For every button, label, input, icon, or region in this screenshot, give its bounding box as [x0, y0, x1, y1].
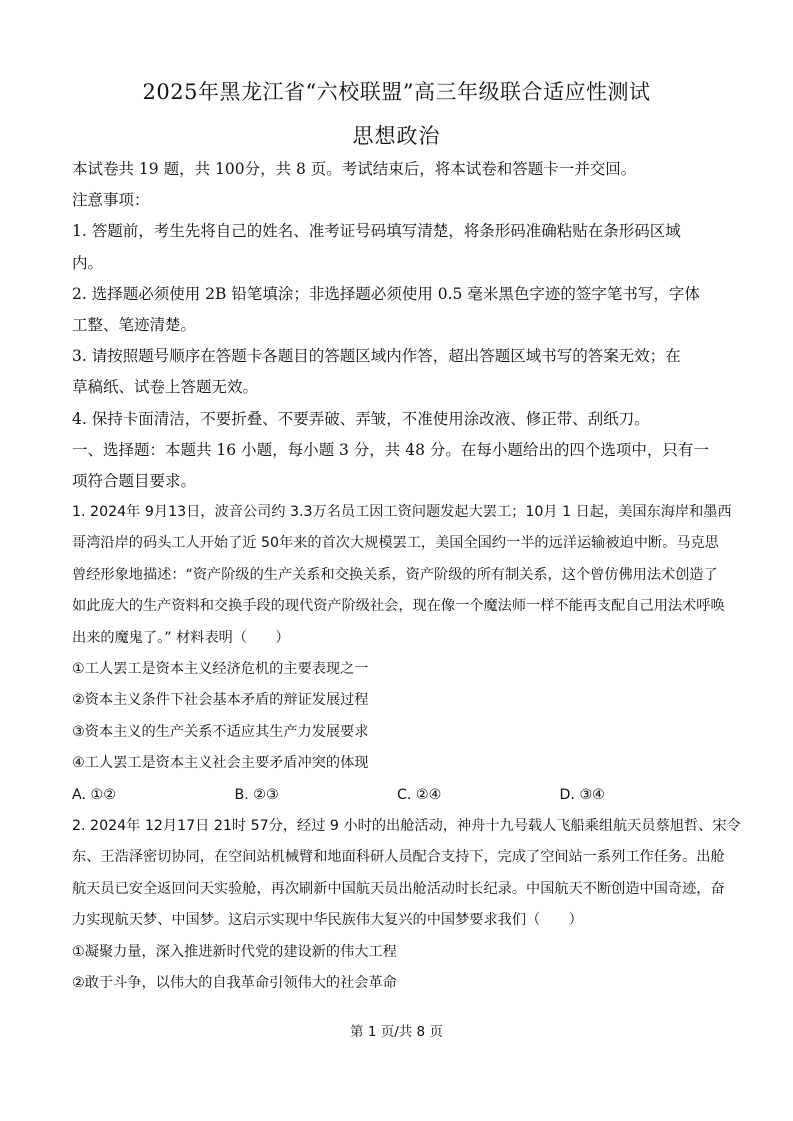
- choice-a: A. ①②: [72, 786, 116, 803]
- intro-line: 草稿纸、试卷上答题无效。: [72, 378, 259, 397]
- intro-line: 2. 选择题必须使用 2B 铅笔填涂；非选择题必须使用 0.5 毫米黑色字迹的签字笔书写，字体: [72, 284, 700, 303]
- question-stem-line: 2. 2024年 12月17日 21时 57分，经过 9 小时的出舱活动，神舟十九号载人飞船乘组航天员蔡旭哲、宋令: [72, 817, 741, 834]
- question-stem-line: 航天员已安全返回问天实验舱，再次刷新中国航天员出舱活动时长纪录。中国航天不断创造中国奇迹，奋: [72, 880, 725, 897]
- question-stem-line: 东、王浩泽密切协同，在空间站机械臂和地面科研人员配合支持下，完成了空间站一系列工作任务。出舱: [72, 849, 725, 866]
- statement-option: ③资本主义的生产关系不适应其生产力发展要求: [72, 723, 369, 740]
- section-heading: 项符合题目要求。: [72, 471, 197, 490]
- section-heading: 一、选择题：本题共 16 小题，每小题 3 分，共 48 分。在每小题给出的四个选项中，只有一: [72, 440, 709, 459]
- question-stem-line: 如此庞大的生产资料和交换手段的现代资产阶级社会，现在像一个魔法师一样不能再支配自己用法术呼唤: [72, 598, 725, 615]
- intro-line: 注意事项：: [72, 191, 150, 210]
- subject-title: 思想政治: [352, 124, 441, 148]
- question-stem-line: 出来的魔鬼了。” 材料表明（ ）: [72, 629, 290, 646]
- instructions: [72, 154, 722, 497]
- statement-option: ①凝聚力量，深入推进新时代党的建设新的伟大工程: [72, 943, 397, 960]
- statement-option: ④工人罢工是资本主义社会主要矛盾冲突的体现: [72, 755, 369, 772]
- question-2: [72, 811, 741, 999]
- question-stem-line: 1. 2024年 9月13日，波音公司约 3.3万名员工因工资问题发起大罢工；10月 1 日起，美国东海岸和墨西: [72, 504, 732, 521]
- statement-option: ②资本主义条件下社会基本矛盾的辩证发展过程: [72, 692, 369, 709]
- question-stem-line: 哥湾沿岸的码头工人开始了近 50年来的首次大规模罢工，美国全国约一半的远洋运输被迫中断。马克思: [72, 535, 719, 552]
- answer-choices: [72, 780, 722, 811]
- intro-line: 3. 请按照题号顺序在答题卡各题目的答题区域内作答，超出答题区域书写的答案无效；在: [72, 347, 681, 366]
- choice-c: C. ②④: [397, 786, 442, 803]
- statement-option: ②敢于斗争，以伟大的自我革命引领伟大的社会革命: [72, 974, 397, 991]
- question-1: [72, 497, 732, 811]
- choice-b: B. ②③: [234, 786, 279, 803]
- question-stem-line: 曾经形象地描述：“资产阶级的生产关系和交换关系，资产阶级的所有制关系，这个曾仿佛用法术创造了: [72, 566, 718, 583]
- exam-body: [72, 154, 741, 999]
- statement-option: ①工人罢工是资本主义经济危机的主要表现之一: [72, 661, 369, 678]
- intro-line: 1. 答题前，考生先将自己的姓名、准考证号码填写清楚，将条形码准确粘贴在条形码区域: [72, 222, 681, 241]
- exam-title: 2025年黑龙江省“六校联盟”高三年级联合适应性测试: [142, 80, 651, 104]
- choice-d: D. ③④: [559, 786, 605, 803]
- intro-line: 内。: [72, 253, 104, 272]
- question-stem-line: 力实现航天梦、中国梦。这启示实现中华民族伟大复兴的中国梦要求我们（ ）: [72, 912, 583, 929]
- page-footer: 第 1 页/共 8 页: [350, 1024, 443, 1040]
- intro-line: 本试卷共 19 题，共 100分，共 8 页。考试结束后，将本试卷和答题卡一并交回。: [72, 160, 637, 178]
- intro-line: 4. 保持卡面清洁，不要折叠、不要弄破、弄皱，不准使用涂改液、修正带、刮纸刀。: [72, 409, 650, 428]
- intro-line: 工整、笔迹清楚。: [72, 315, 197, 334]
